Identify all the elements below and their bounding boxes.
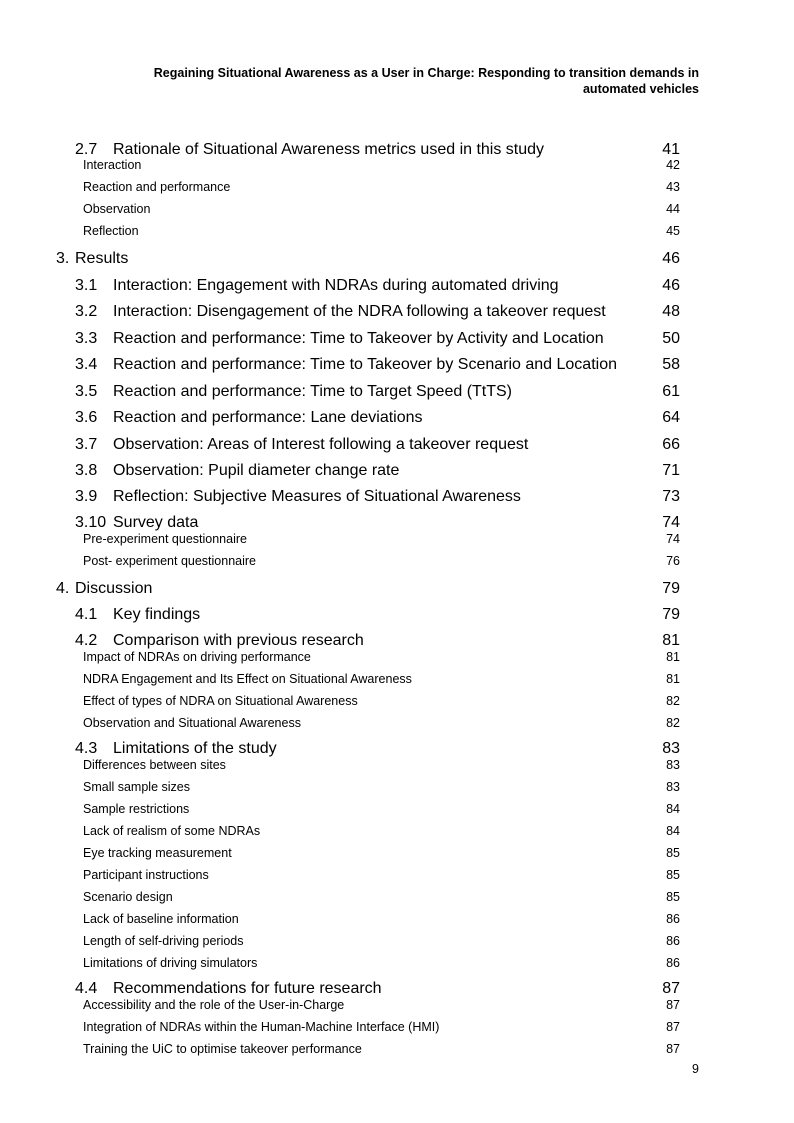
toc-entry-page: 64 <box>662 409 680 426</box>
toc-entry-title: Lack of realism of some NDRAs <box>83 824 261 838</box>
toc-entry-page: 44 <box>666 202 680 216</box>
toc-entry-page: 83 <box>662 740 680 757</box>
toc-entry-title: Comparison with previous research <box>113 632 364 649</box>
toc-entry[interactable] <box>0 462 794 484</box>
toc-entry-title: Limitations of driving simulators <box>83 956 258 970</box>
toc-entry[interactable] <box>0 606 794 628</box>
toc-entry-title: Reaction and performance: Lane deviations <box>113 409 423 426</box>
toc-entry[interactable] <box>0 383 794 405</box>
toc-entry-title: Eye tracking measurement <box>83 846 232 860</box>
toc-entry-page: 83 <box>666 758 680 772</box>
toc-entry[interactable] <box>0 580 794 602</box>
toc-entry[interactable] <box>0 330 794 352</box>
toc-entry-title: NDRA Engagement and Its Effect on Situational Awareness <box>83 672 412 686</box>
toc-entry-page: 82 <box>666 694 680 708</box>
toc-entry-number: 3.2 <box>75 303 98 320</box>
toc-entry-number: 2.7 <box>75 141 98 158</box>
toc-entry-page: 46 <box>662 277 680 294</box>
toc-entry[interactable] <box>0 158 794 180</box>
header-line-1: Regaining Situational Awareness as a User in Charge: Responding to transition demands in <box>153 66 699 80</box>
toc-entry-title: Participant instructions <box>83 868 209 882</box>
toc-entry-title: Observation: Pupil diameter change rate <box>113 462 400 479</box>
toc-entry-title: Effect of types of NDRA on Situational Awareness <box>83 694 358 708</box>
toc-entry-page: 61 <box>662 383 680 400</box>
toc-entry-number: 3.8 <box>75 462 98 479</box>
toc-entry[interactable] <box>0 846 794 868</box>
toc-entry[interactable] <box>0 868 794 890</box>
toc-entry-title: Lack of baseline information <box>83 912 239 926</box>
toc-entry[interactable] <box>0 554 794 576</box>
toc-entry-title: Key findings <box>113 606 201 623</box>
toc-entry-title: Recommendations for future research <box>113 980 382 997</box>
toc-entry-title: Results <box>75 250 129 267</box>
toc-entry[interactable] <box>0 409 794 431</box>
toc-entry[interactable] <box>0 180 794 202</box>
toc-entry-number: 3.7 <box>75 436 98 453</box>
toc-entry-page: 85 <box>666 868 680 882</box>
toc-entry-page: 84 <box>666 802 680 816</box>
toc-entry[interactable] <box>0 488 794 510</box>
toc-entry-page: 87 <box>666 1020 680 1034</box>
toc-entry-number: 3.9 <box>75 488 98 505</box>
toc-entry-number: 3.10 <box>75 514 107 531</box>
toc-entry-number: 3.1 <box>75 277 98 294</box>
toc-entry-page: 81 <box>666 650 680 664</box>
toc-entry-number: 4.3 <box>75 740 98 757</box>
toc-entry-title: Reaction and performance <box>83 180 231 194</box>
toc-entry-title: Reaction and performance: Time to Takeover by Scenario and Location <box>113 356 617 373</box>
toc-entry-number: 3.4 <box>75 356 98 373</box>
toc-entry[interactable] <box>0 1042 794 1064</box>
toc-entry-page: 79 <box>662 606 680 623</box>
toc-entry-number: 4.1 <box>75 606 98 623</box>
toc-entry-page: 74 <box>662 514 680 531</box>
toc-entry-number: 4.4 <box>75 980 98 997</box>
toc-entry-title: Small sample sizes <box>83 780 190 794</box>
toc-entry-title: Differences between sites <box>83 758 226 772</box>
toc-entry-title: Training the UiC to optimise takeover performance <box>83 1042 362 1056</box>
toc-entry[interactable] <box>0 758 794 780</box>
toc-entry[interactable] <box>0 1020 794 1042</box>
toc-entry[interactable] <box>0 694 794 716</box>
toc-entry-page: 66 <box>662 436 680 453</box>
toc-entry-page: 86 <box>666 934 680 948</box>
toc-entry[interactable] <box>0 303 794 325</box>
toc-entry-page: 81 <box>666 672 680 686</box>
toc-entry-title: Interaction <box>83 158 142 172</box>
toc-entry-title: Scenario design <box>83 890 173 904</box>
toc-entry-title: Interaction: Engagement with NDRAs during automated driving <box>113 277 559 294</box>
toc-entry[interactable] <box>0 436 794 458</box>
toc-entry-title: Impact of NDRAs on driving performance <box>83 650 311 664</box>
toc-entry[interactable] <box>0 824 794 846</box>
toc-entry-page: 45 <box>666 224 680 238</box>
toc-entry-title: Pre-experiment questionnaire <box>83 532 247 546</box>
toc-entry-page: 82 <box>666 716 680 730</box>
toc-entry-title: Integration of NDRAs within the Human-Machine Interface (HMI) <box>83 1020 440 1034</box>
toc-entry[interactable] <box>0 998 794 1020</box>
toc-entry-page: 85 <box>666 846 680 860</box>
toc-entry[interactable] <box>0 802 794 824</box>
toc-entry-page: 58 <box>662 356 680 373</box>
toc-entry-page: 86 <box>666 956 680 970</box>
toc-entry-page: 74 <box>666 532 680 546</box>
toc-entry[interactable] <box>0 672 794 694</box>
toc-entry-title: Reaction and performance: Time to Takeover by Activity and Location <box>113 330 604 347</box>
toc-entry-number: 4. <box>56 580 70 597</box>
toc-entry-title: Rationale of Situational Awareness metrics used in this study <box>113 141 545 158</box>
toc-entry-number: 3. <box>56 250 70 267</box>
toc-entry-number: 3.5 <box>75 383 98 400</box>
toc-entry-title: Sample restrictions <box>83 802 190 816</box>
toc-entry-page: 71 <box>662 462 680 479</box>
toc-entry-page: 73 <box>662 488 680 505</box>
toc-entry[interactable] <box>0 250 794 272</box>
toc-entry-title: Reflection: Subjective Measures of Situational Awareness <box>113 488 521 505</box>
toc-entry[interactable] <box>0 780 794 802</box>
toc-entry-page: 43 <box>666 180 680 194</box>
toc-entry-page: 81 <box>662 632 680 649</box>
toc-entry-page: 46 <box>662 250 680 267</box>
toc-entry[interactable] <box>0 912 794 934</box>
toc-entry-page: 76 <box>666 554 680 568</box>
toc-entry-title: Observation: Areas of Interest following a takeover request <box>113 436 529 453</box>
toc-entry[interactable] <box>0 277 794 299</box>
toc-entry[interactable] <box>0 532 794 554</box>
toc-entry[interactable] <box>0 890 794 912</box>
toc-entry-page: 87 <box>662 980 680 997</box>
toc-entry-page: 85 <box>666 890 680 904</box>
header-line-2: automated vehicles <box>582 82 699 96</box>
toc-entry-title: Reaction and performance: Time to Target Speed (TtTS) <box>113 383 513 400</box>
toc-entry-page: 87 <box>666 1042 680 1056</box>
page-number: 9 <box>692 1062 699 1076</box>
toc-entry-title: Interaction: Disengagement of the NDRA following a takeover request <box>113 303 606 320</box>
toc-entry-page: 87 <box>666 998 680 1012</box>
toc-entry-title: Observation <box>83 202 151 216</box>
toc-entry-page: 83 <box>666 780 680 794</box>
toc-entry-page: 50 <box>662 330 680 347</box>
toc-entry-title: Length of self-driving periods <box>83 934 244 948</box>
toc-entry-number: 3.3 <box>75 330 98 347</box>
toc-entry[interactable] <box>0 356 794 378</box>
toc-entry-number: 4.2 <box>75 632 98 649</box>
toc-entry-page: 84 <box>666 824 680 838</box>
toc-entry-title: Post- experiment questionnaire <box>83 554 257 568</box>
toc-entry-title: Survey data <box>113 514 199 531</box>
toc-entry-page: 42 <box>666 158 680 172</box>
toc-entry-page: 79 <box>662 580 680 597</box>
toc-entry[interactable] <box>0 716 794 738</box>
toc-entry[interactable] <box>0 934 794 956</box>
toc-entry[interactable] <box>0 224 794 246</box>
toc-entry[interactable] <box>0 202 794 224</box>
toc-entry-title: Reflection <box>83 224 139 238</box>
toc-entry-title: Observation and Situational Awareness <box>83 716 301 730</box>
toc-entry-number: 3.6 <box>75 409 98 426</box>
toc-entry-title: Discussion <box>75 580 153 597</box>
toc-entry[interactable] <box>0 650 794 672</box>
toc-entry-page: 48 <box>662 303 680 320</box>
toc-entry[interactable] <box>0 956 794 978</box>
toc-entry-page: 86 <box>666 912 680 926</box>
toc-entry-title: Accessibility and the role of the User-in-Charge <box>83 998 345 1012</box>
toc-entry-title: Limitations of the study <box>113 740 277 757</box>
toc-entry-page: 41 <box>662 141 680 158</box>
